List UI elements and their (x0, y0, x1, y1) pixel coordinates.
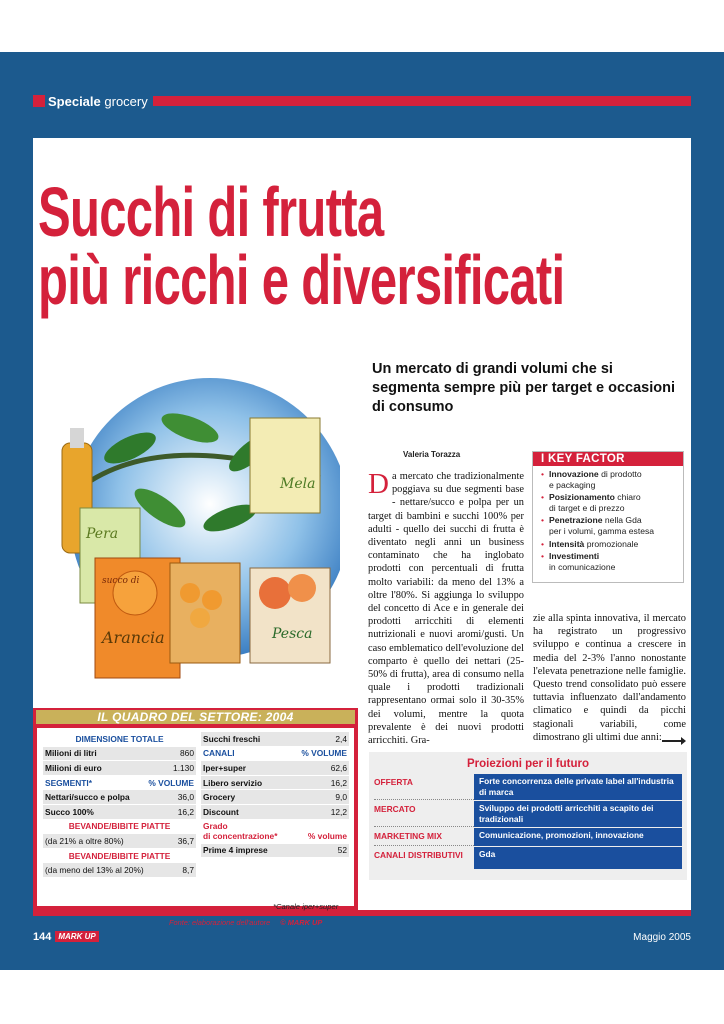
key-factor-item: • Innovazione di prodotto e packaging (541, 469, 679, 490)
projections-box (369, 752, 687, 880)
projection-label: CANALI DISTRIBUTIVI (374, 850, 463, 860)
drop-cap: D (368, 468, 389, 500)
projections-title: Proiezioni per il futuro (466, 758, 590, 770)
table-header: BEVANDE/BIBITE PIATTE (43, 849, 196, 864)
illus-label-succodi: succo di (102, 576, 140, 586)
body-column-1 (368, 470, 524, 747)
table-row: Milioni di euro 1.130 (43, 761, 196, 776)
body-text-2: zie alla spinta innovativa, il mercato ha registrato un progressivo sviluppo e continua a crescere in media del 2-3% l'anno nonostante l'elevata penetrazione nelle famiglie. Questo trend consolidato può essere tuttavia influenzato dall'andamento climatico e quindi da picchi stagionali variabili, come dimostrano gli ultimi due anni: (533, 613, 686, 743)
table-header: DIMENSIONE TOTALE (43, 732, 196, 747)
table-row: Libero servizio 16,2 (201, 776, 349, 791)
illus-label-pesca: Pesca (272, 626, 313, 642)
projection-value: Comunicazione, promozioni, innovazione (474, 828, 682, 846)
page-footer (33, 930, 691, 944)
table-row: Succhi freschi 2,4 (201, 732, 349, 747)
projection-label: MERCATO (374, 801, 474, 827)
header-marker (33, 95, 45, 107)
table-row: Nettari/succo e polpa 36,0 (43, 790, 196, 805)
table-header: Grado di concentrazione* % volume (201, 820, 349, 844)
sector-table-body (37, 728, 354, 927)
projection-row (374, 828, 682, 846)
table-header: SEGMENTI* % VOLUME (43, 776, 196, 791)
table-row: Grocery 9,0 (201, 790, 349, 805)
table-row: (da 21% a oltre 80%) 36,7 (43, 834, 196, 849)
sector-table-title: IL QUADRO DEL SETTORE: 2004 (36, 710, 355, 724)
author: Valeria Torazza (403, 450, 461, 459)
section-label: Speciale grocery (48, 93, 148, 109)
key-factor-item: • Intensità promozionale (541, 539, 679, 550)
sector-table-right (201, 732, 349, 858)
projection-row (374, 847, 682, 869)
table-header: CANALI % VOLUME (201, 747, 349, 762)
projection-value: Forte concorrenza delle private label all'industria di marca (474, 774, 682, 800)
issue-date: Maggio 2005 (633, 931, 691, 943)
body-text-1: a mercato che tradizionalmente poggiava su due segmenti base - nettare/succo e polpa per un target di bambini e succhi 100% per adulti - quello dei succhi di frutta è diventato negli anni un business contaminato che ha inglobato prodotti con percentuali di frutta molto variabili: da meno del 13% a oltre l'80%. Si aggiunga lo sviluppo del concetto di Ace e in generale dei prodotti arricchiti di elementi nutrizionali e nuovi aromi/gusti. Un caso emblematico dell'evoluzione del comparto è quello dei nettari (25-50% di frutta), area di consumo nella quale i prodotti tradizionali rappresentano ormai solo il 30-35% dei volumi, mentre la quota prevalente è dei nuovi prodotti arricchiti. Gra- (368, 471, 524, 747)
table-row: Iper+super 62,6 (201, 761, 349, 776)
table-header: BEVANDE/BIBITE PIATTE (43, 820, 196, 835)
juice-illustration (40, 368, 340, 698)
key-factor-title: I KEY FACTOR (533, 452, 683, 466)
table-row: Milioni di litri 860 (43, 747, 196, 762)
illus-label-pera: Pera (86, 526, 119, 542)
projection-value: Gda (474, 847, 682, 869)
table-row: Prime 4 imprese 52 (201, 844, 349, 859)
key-factor-item: • Penetrazione nella Gda per i volumi, gamma estesa (541, 515, 679, 536)
magazine-logo: MARK UP (55, 931, 98, 942)
table-note: *Canale iper+super (273, 902, 339, 911)
projection-value: Sviluppo dei prodotti arricchiti a scapito dei tradizionali (474, 801, 682, 827)
sector-table-box (33, 708, 358, 927)
header-rule (153, 96, 691, 106)
table-row: (da meno del 13% al 20%) 8,7 (43, 863, 196, 878)
projection-label: OFFERTA (374, 774, 474, 800)
table-row: Succo 100% 16,2 (43, 805, 196, 820)
table-source: Fonte: elaborazione dell'autore © MARK UP (169, 918, 323, 927)
illus-label-mela: Mela (280, 476, 316, 492)
projection-label: MARKETING MIX (374, 828, 474, 846)
page-number: 144 MARK UP (33, 931, 99, 943)
bottom-rule (33, 910, 691, 916)
projection-row (374, 774, 682, 800)
key-factor-item: • Investimenti in comunicazione (541, 551, 679, 572)
sector-table-left (43, 732, 196, 878)
key-factor-item: • Posizionamento chiaro di target e di prezzo (541, 492, 679, 513)
table-row: Discount 12,2 (201, 805, 349, 820)
section-header (33, 92, 691, 110)
illus-label-arancia: Arancia (102, 628, 165, 647)
article-title: Succhi di frutta più ricchi e diversificati (38, 173, 565, 319)
continue-arrow-icon (662, 740, 684, 742)
body-column-2 (533, 612, 686, 744)
article-subtitle: Un mercato di grandi volumi che si segmenta sempre più per target e occasioni di consumo (372, 361, 675, 415)
key-factor-box (532, 451, 684, 583)
projection-row (374, 801, 682, 827)
